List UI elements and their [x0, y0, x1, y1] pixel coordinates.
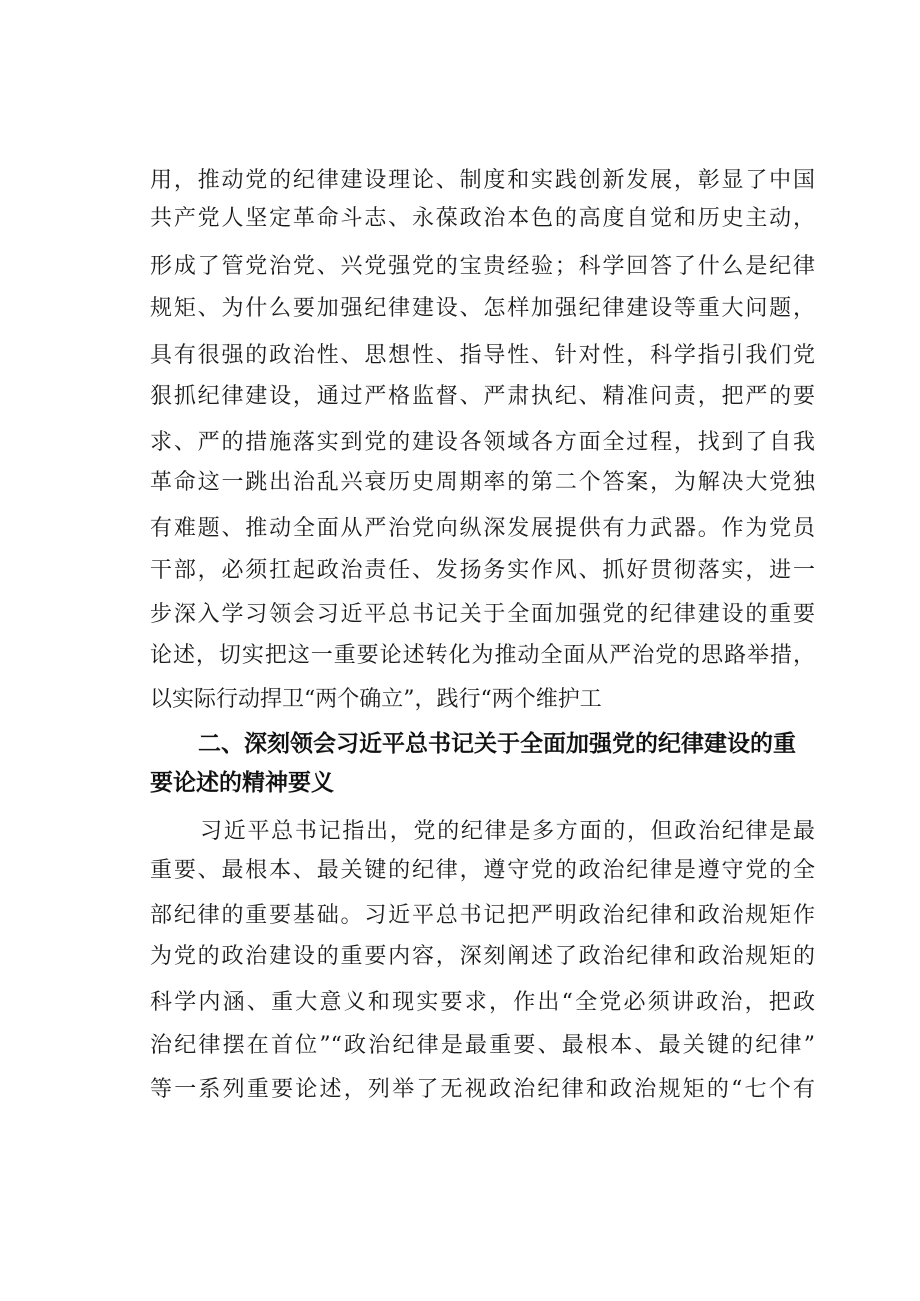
text-line: 步深入学习领会习近平总书记关于全面加强党的纪律建设的重要 — [150, 602, 815, 627]
text-line: 论述，切实把这一重要论述转化为推动全面从严治党的思路举措， — [150, 643, 815, 668]
text-line: 干部，必须扛起政治责任、发扬务实作风、抓好贯彻落实，进一 — [150, 558, 815, 583]
text-line: 共产党人坚定革命斗志、永葆政治本色的高度自觉和历史主动， — [150, 206, 815, 231]
text-line: 科学内涵、重大意义和现实要求，作出“全党必须讲政治，把政 — [150, 990, 815, 1015]
heading-line: 二、深刻领会习近平总书记关于全面加强党的纪律建设的重 — [198, 731, 796, 757]
text-line: 有难题、推动全面从严治党向纵深发展提供有力武器。作为党员 — [150, 516, 815, 541]
text-line: 部纪律的重要基础。习近平总书记把严明政治纪律和政治规矩作 — [150, 903, 815, 928]
heading-line: 要论述的精神要义 — [150, 770, 334, 796]
text-line: 求、严的措施落实到党的建设各领域各方面全过程，找到了自我 — [150, 430, 815, 455]
text-line: 规矩、为什么要加强纪律建设、怎样加强纪律建设等重大问题， — [150, 296, 815, 321]
text-line: 具有很强的政治性、思想性、指导性、针对性，科学指引我们党 — [150, 343, 815, 368]
text-line: 革命这一跳出治乱兴衰历史周期率的第二个答案，为解决大党独 — [150, 470, 815, 495]
text-line: 以实际行动捍卫“两个确立”，践行“两个维护工 — [150, 687, 602, 712]
text-line: 治纪律摆在首位”“政治纪律是最重要、最根本、最关键的纪律” — [150, 1033, 815, 1058]
text-line: 等一系列重要论述，列举了无视政治纪律和政治规矩的“七个有 — [150, 1077, 815, 1102]
text-line: 为党的政治建设的重要内容，深刻阐述了政治纪律和政治规矩的 — [150, 944, 815, 969]
text-line: 重要、最根本、最关键的纪律，遵守党的政治纪律是遵守党的全 — [150, 858, 815, 883]
text-line: 狠抓纪律建设，通过严格监督、严肃执纪、精准问责，把严的要 — [150, 384, 815, 409]
text-line: 用，推动党的纪律建设理论、制度和实践创新发展，彰显了中国 — [150, 168, 815, 193]
text-line: 习近平总书记指出，党的纪律是多方面的，但政治纪律是最 — [200, 819, 815, 844]
text-line: 形成了管党治党、兴党强党的宝贵经验；科学回答了什么是纪律 — [150, 254, 815, 279]
